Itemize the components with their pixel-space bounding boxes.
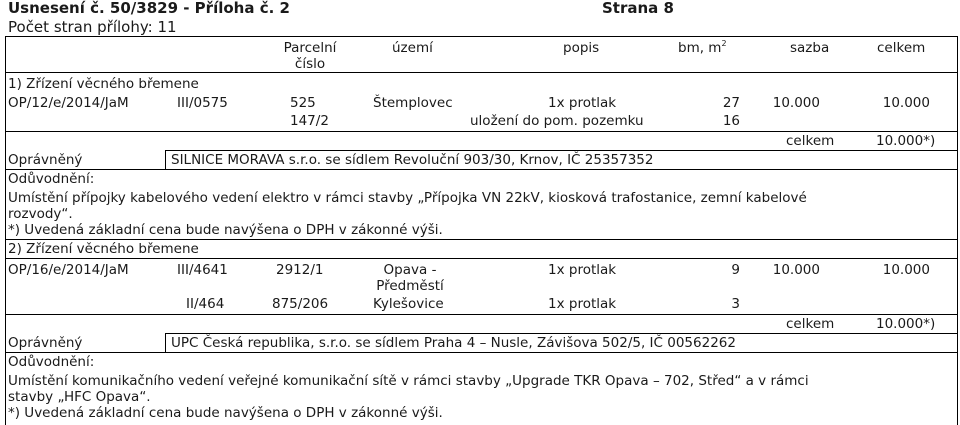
section2-road-2: II/464	[186, 296, 225, 312]
section2-parcel: 2912/1	[276, 262, 324, 278]
section2-holder-label: Oprávněný	[8, 335, 83, 351]
section2-rate: 10.000	[772, 262, 820, 278]
column-rate: sazba	[790, 40, 830, 56]
section2-heading-rule	[5, 258, 958, 259]
section2-holder: UPC Česká republika, s.r.o. se sídlem Praha 4 – Nusle, Závišova 502/5, IČ 00562262	[171, 335, 736, 351]
section2-rows-rule	[5, 314, 958, 315]
section2-total: 10.000	[882, 262, 930, 278]
section2-description-2: 1x protlak	[548, 296, 617, 312]
section2-parcel-2: 875/206	[272, 296, 329, 312]
section1-holder: SILNICE MORAVA s.r.o. se sídlem Revoluční 903/30, Krnov, IČ 25357352	[171, 152, 654, 168]
resolution-title: Usnesení č. 50/3829 - Příloha č. 2	[8, 0, 290, 17]
header-top-rule	[5, 36, 958, 37]
section2-holder-top-rule	[165, 333, 958, 334]
column-parcel: Parcelní číslo	[283, 40, 337, 72]
section1-reason-line2: rozvody“.	[8, 206, 73, 222]
section2-road: III/4641	[177, 262, 228, 278]
section2-territory: Opava - Předměstí	[376, 262, 444, 294]
section2-reference: OP/16/e/2014/JaM	[8, 262, 129, 278]
column-territory: území	[392, 40, 433, 56]
section2-description: 1x protlak	[548, 262, 617, 278]
section1-holder-top-rule	[165, 150, 958, 151]
section1-reason-label: Odůvodnění:	[8, 171, 95, 187]
section1-parcel: 525	[290, 95, 316, 111]
section1-sum-label: celkem	[786, 133, 835, 149]
table-left-rule	[5, 72, 6, 425]
section1-parcel-2: 147/2	[290, 113, 329, 129]
column-total: celkem	[877, 40, 926, 56]
section2-reason-line1: Umístění komunikačního vedení veřejné komunikační sítě v rámci stavby „Upgrade TKR Opava – 702, Střed“ a v rámci	[8, 373, 809, 389]
section2-sum-label: celkem	[786, 316, 835, 332]
section1-bm-2: 16	[722, 113, 740, 129]
section1-rows-rule	[5, 131, 958, 132]
section1-road: III/0575	[177, 95, 228, 111]
section1-top-rule	[5, 72, 958, 73]
section2-reason-line2: stavby „HFC Opava“.	[8, 389, 151, 405]
column-bm: bm, $m^2$	[678, 39, 727, 56]
section1-vat-note: *) Uvedená základní cena bude navýšena o DPH v zákonné výši.	[8, 222, 443, 238]
section2-territory-2: Kylešovice	[373, 296, 444, 312]
attachment-page-count: Počet stran přílohy: 11	[8, 18, 177, 36]
section1-description: 1x protlak	[548, 95, 617, 111]
section1-bm: 27	[722, 95, 740, 111]
section2-reason-label: Odůvodnění:	[8, 354, 95, 370]
section2-top-rule	[5, 239, 958, 240]
column-description: popis	[563, 40, 600, 56]
section1-holder-label: Oprávněný	[8, 152, 83, 168]
section1-sum-value: 10.000*)	[876, 133, 936, 149]
section1-territory: Štemplovec	[373, 95, 453, 111]
table-right-rule	[957, 72, 958, 425]
section1-holder-left-rule	[165, 150, 166, 169]
header-left-rule	[5, 36, 6, 72]
section1-reference: OP/12/e/2014/JaM	[8, 95, 129, 111]
header-right-rule	[957, 36, 958, 72]
section1-total: 10.000	[882, 95, 930, 111]
section1-rate: 10.000	[772, 95, 820, 111]
section2-vat-note: *) Uvedená základní cena bude navýšena o DPH v zákonné výši.	[8, 405, 443, 421]
page-number: Strana 8	[602, 0, 674, 17]
section1-holder-bottom-rule	[5, 169, 958, 170]
section2-bm: 9	[731, 262, 740, 278]
section1-description-2: uložení do pom. pozemku	[470, 113, 644, 129]
section2-heading: 2) Zřízení věcného břemene	[8, 241, 199, 257]
section2-bm-2: 3	[731, 296, 740, 312]
section1-heading: 1) Zřízení věcného břemene	[8, 76, 199, 92]
section2-holder-bottom-rule	[5, 352, 958, 353]
section2-holder-left-rule	[165, 333, 166, 352]
section2-sum-value: 10.000*)	[876, 316, 936, 332]
section1-reason-line1: Umístění přípojky kabelového vedení elektro v rámci stavby „Přípojka VN 22kV, kiosková trafostanice, zemní kabelové	[8, 190, 807, 206]
